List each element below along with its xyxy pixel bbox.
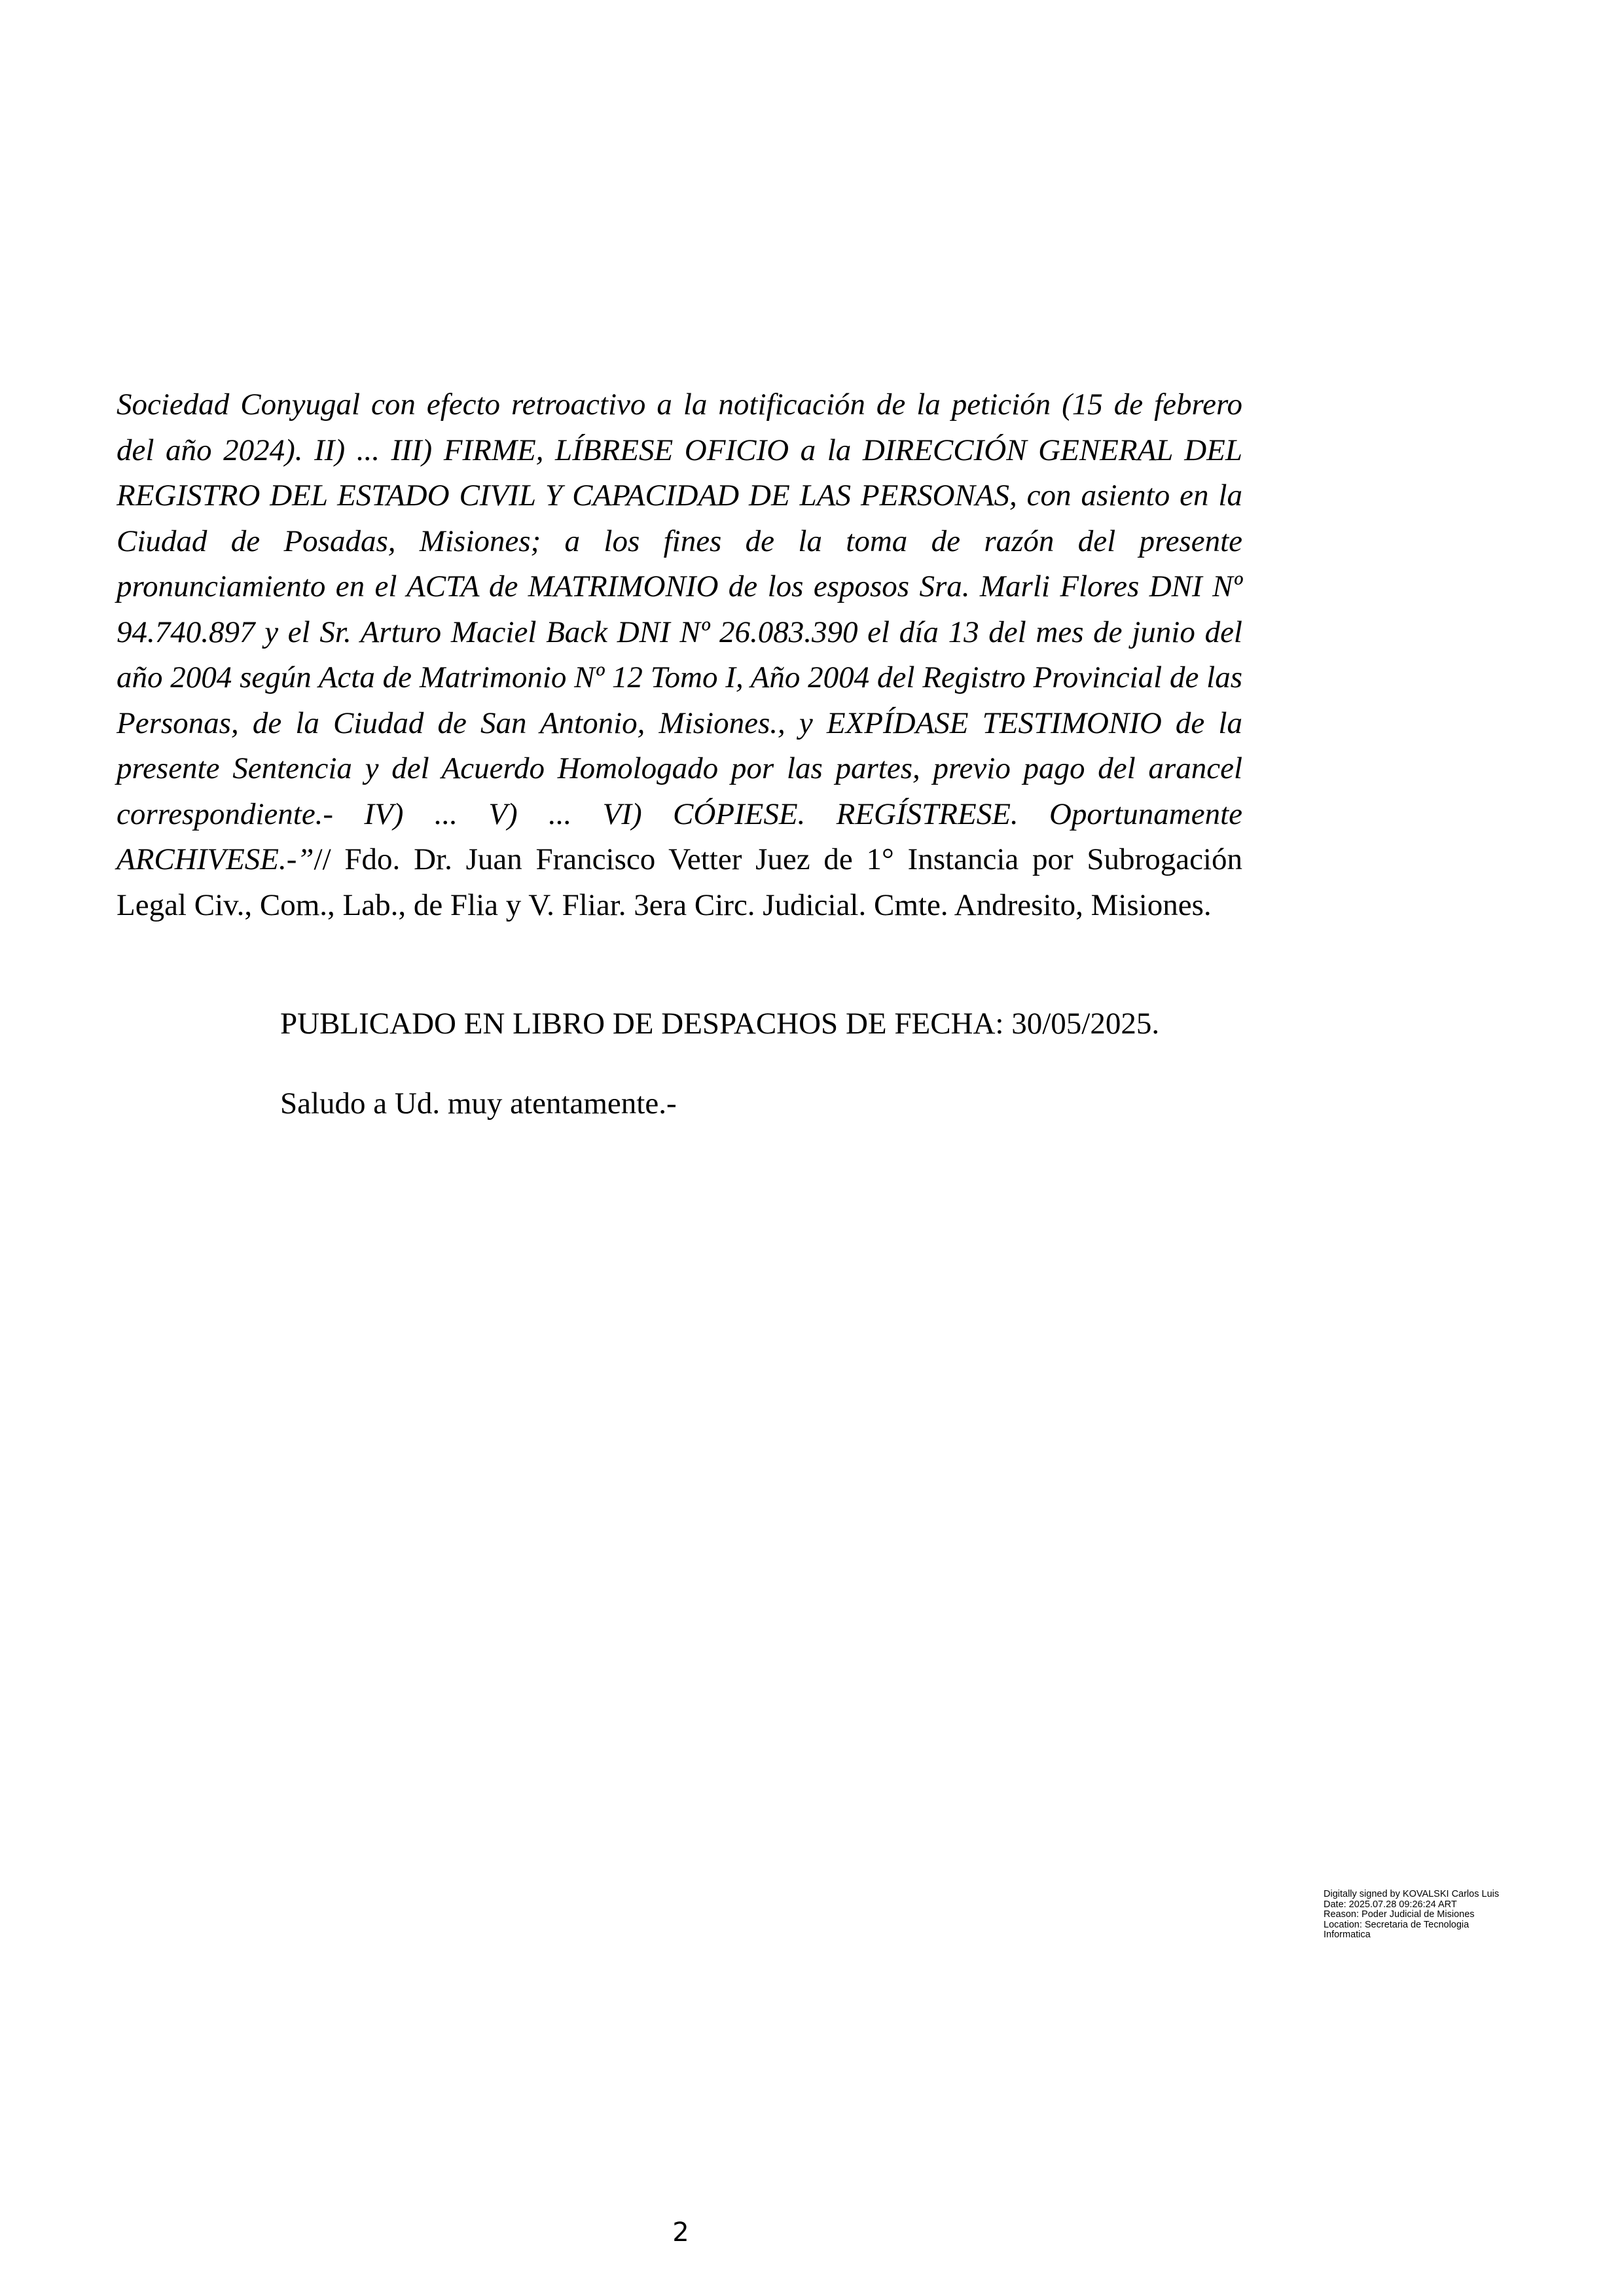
signature-line-date: Date: 2025.07.28 09:26:24 ART [1324,1899,1457,1910]
signature-line-signer: Digitally signed by KOVALSKI Carlos Luis [1324,1889,1500,1899]
body-paragraph [117,382,1242,928]
publication-line: PUBLICADO EN LIBRO DE DESPACHOS DE FECHA: 30/05/2025. [280,1007,1160,1041]
signature-line-location-cont: Informatica [1324,1929,1371,1940]
closing-greeting: Saludo a Ud. muy atentamente.- [280,1086,677,1121]
body-italic-text: Sociedad Conyugal con efecto retroactivo a la notificación de la petición (15 de febrero del año 2024). II) ... III) FIRME, LÍBRESE OFICIO a la DIRECCIÓN GENERAL DEL REGISTRO DEL ESTADO CIVIL Y CAPACIDAD DE LAS PERSONAS, con asiento en la Ciudad de Posadas, Misiones; a los fines de la toma de razón del presente pronunciamiento en el ACTA de MATRIMONIO de los esposos Sra. Marli Flores DNI Nº 94.740.897 y el Sr. Arturo Maciel Back DNI Nº 26.083.390 el día 13 del mes de junio del año 2004 según Acta de Matrimonio Nº 12 Tomo I, Año 2004 del Registro Provincial de las Personas, de la Ciudad de San Antonio, Misiones., y EXPÍDASE TESTIMONIO de la presente Sentencia y del Acuerdo Homologado por las partes, previo pago del arancel correspondiente.- IV) ... V) ... VI) CÓPIESE. REGÍSTRESE. Oportunamente ARCHIVESE.-” [117,387,1242,876]
signature-line-location: Location: Secretaria de Tecnologia [1324,1919,1470,1930]
body-signature-text: // Fdo. Dr. Juan Francisco Vetter Juez de 1° Instancia por Subrogación Legal Civ., Com., Lab., de Flia y V. Fliar. 3era Circ. Judicial. Cmte. Andresito, Misiones. [117,842,1242,922]
page-number: 2 [672,2217,689,2248]
digital-signature-block [1324,1890,1559,1941]
signature-line-reason: Reason: Poder Judicial de Misiones [1324,1909,1475,1920]
